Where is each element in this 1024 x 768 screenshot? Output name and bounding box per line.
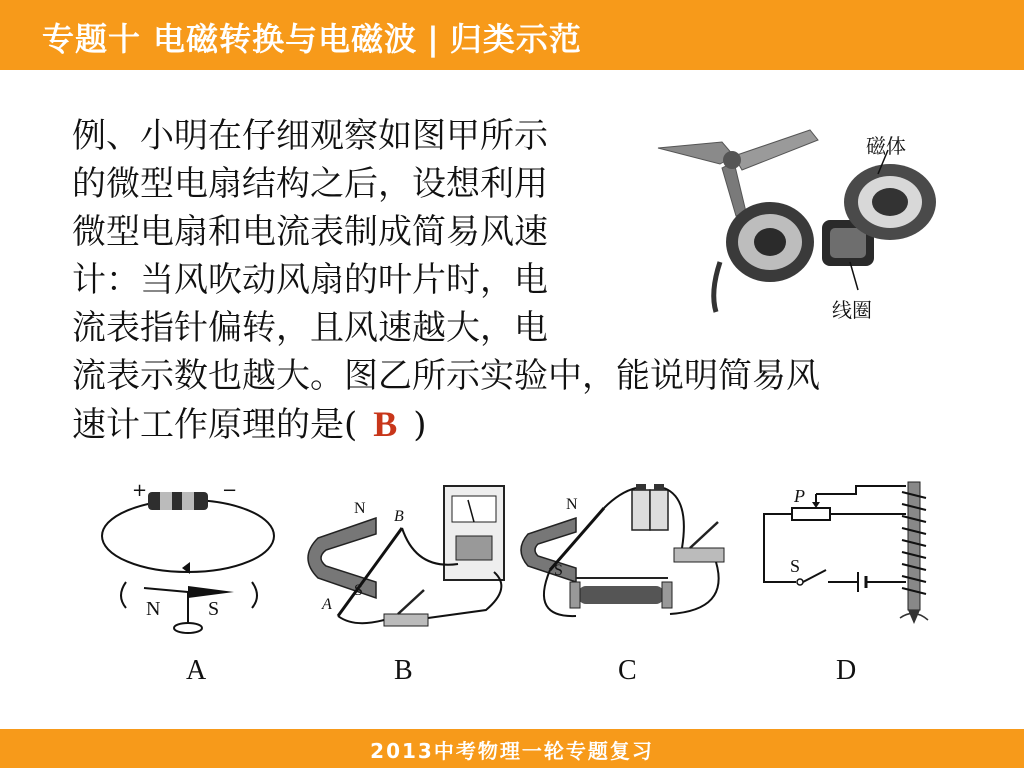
section-title: 归类示范 xyxy=(449,20,582,58)
header-bar xyxy=(0,0,1024,70)
footer-text: 2013中考物理一轮专题复习 xyxy=(370,739,654,763)
wire-end-b: B xyxy=(394,508,404,525)
question-line-suffix: ) xyxy=(413,405,427,445)
option-b-diagram xyxy=(298,478,520,648)
footer-bar xyxy=(0,729,1024,768)
question-line: 微型电扇和电流表制成简易风速 xyxy=(72,212,548,252)
magnet-label: 磁体 xyxy=(866,134,906,158)
question-line-last xyxy=(72,400,820,448)
switch-label-s: S xyxy=(790,556,801,576)
option-d-label: D xyxy=(836,655,857,686)
magnet-south: S xyxy=(354,582,363,599)
answer-text: B xyxy=(373,404,398,444)
option-a-diagram xyxy=(96,478,296,648)
question-line: 计：当风吹动风扇的叶片时，电 xyxy=(72,260,548,300)
question-line-prefix: 速计工作原理的是( xyxy=(72,405,358,445)
oersted-experiment xyxy=(96,478,296,648)
magnet-south: S xyxy=(554,562,563,579)
question-line: 的微型电扇结构之后，设想利用 xyxy=(72,164,548,204)
battery-minus: − xyxy=(222,480,238,501)
needle-north: N xyxy=(146,598,161,620)
option-a-label: A xyxy=(186,655,207,686)
wire-end-a: A xyxy=(322,596,332,613)
question-line: 流表示数也越大。图乙所示实验中，能说明简易风 xyxy=(72,356,820,396)
fan-illustration xyxy=(650,112,970,332)
fan-structure-figure xyxy=(650,112,970,332)
topic-title: 专题十 电磁转换与电磁波 xyxy=(42,20,418,58)
rheostat-slider-p: P xyxy=(794,486,805,506)
magnet-north: N xyxy=(354,500,366,517)
battery-plus: + xyxy=(132,480,148,501)
option-c-diagram xyxy=(520,478,738,648)
option-c-label: C xyxy=(618,655,637,686)
option-d-diagram xyxy=(756,478,956,648)
motor-principle-experiment xyxy=(520,478,738,648)
question-line: 例、小明在仔细观察如图甲所示 xyxy=(72,116,548,156)
magnet-north: N xyxy=(566,496,578,513)
needle-south: S xyxy=(208,598,220,620)
title-separator: | xyxy=(427,20,440,58)
question-line: 流表指针偏转，且风速越大，电 xyxy=(72,308,548,348)
option-b-label: B xyxy=(394,655,413,686)
coil-label: 线圈 xyxy=(832,298,872,322)
induction-experiment xyxy=(298,478,520,648)
electromagnet-circuit xyxy=(756,478,956,648)
page-title xyxy=(42,14,582,60)
